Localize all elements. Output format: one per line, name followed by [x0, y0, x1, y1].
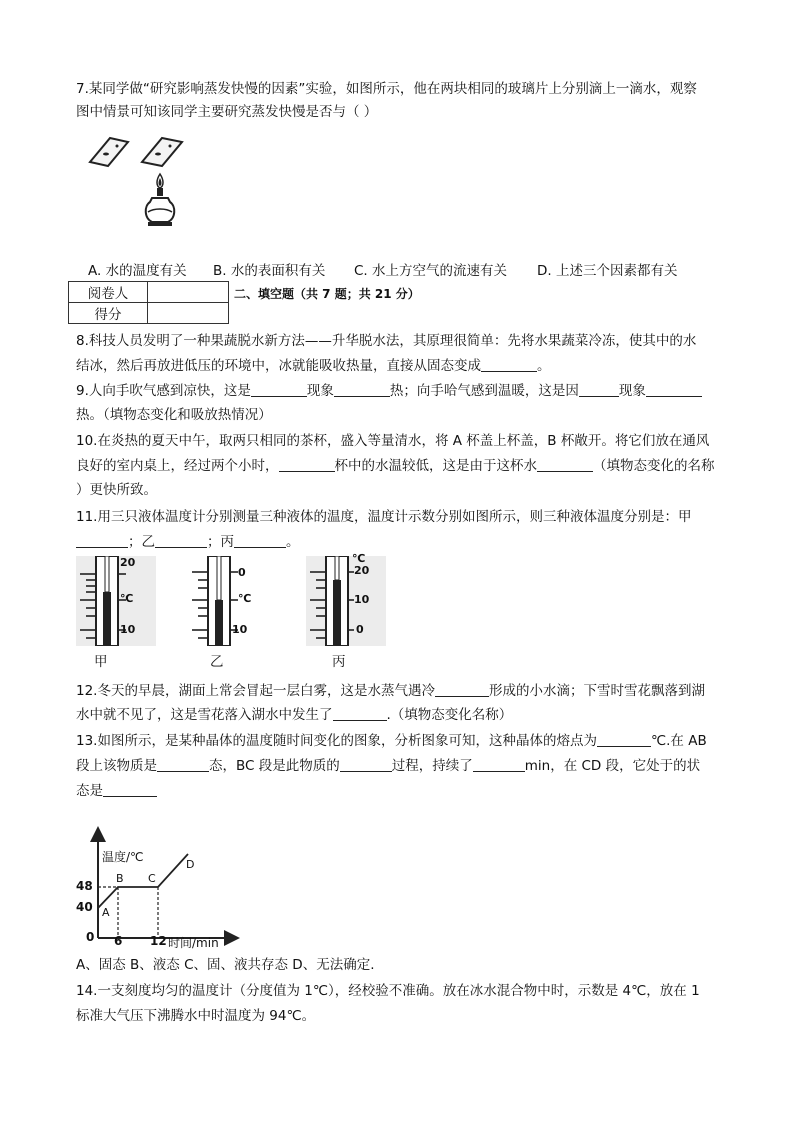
q12-blank-1[interactable] [435, 681, 489, 697]
graph-ylabel: 温度/℃ [102, 850, 144, 864]
section-title: 二、填空题（共 7 题；共 21 分） [234, 287, 420, 301]
thermo-label-yi: 乙 [210, 654, 224, 670]
q9-line1 [76, 380, 726, 402]
q10-line3: ）更快所致。 [76, 482, 157, 498]
graph-point-a: A [102, 906, 110, 919]
score-label: 得分 [69, 303, 148, 324]
q10-blank-2[interactable] [537, 456, 593, 472]
thermometer-yi [188, 556, 268, 646]
q10-line2 [76, 455, 726, 477]
q13-text-c: 段上该物质是 [76, 758, 157, 774]
q13-blank-2[interactable] [157, 756, 209, 772]
graph-point-d: D [186, 858, 195, 871]
grader-label: 阅卷人 [69, 282, 148, 303]
q12-text-b: 形成的小水滴；下雪时雪花飘落到湖 [488, 683, 705, 699]
graph-xtick-6: 6 [114, 934, 123, 948]
q9-text-c: 热；向手哈气感到温暖，这是因 [389, 383, 579, 399]
q13-text-a: 13.如图所示，是某种晶体的温度随时间变化的图象，分析图象可知，这种晶体的熔点为 [76, 733, 597, 749]
q11-sep-1: ；乙 [128, 534, 155, 550]
q12-text-a: 12.冬天的早晨，湖面上常会冒起一层白雾，这是水蒸气遇冷 [76, 683, 435, 699]
graph-origin: 0 [86, 930, 95, 944]
q13-line2 [76, 755, 726, 777]
melting-graph [76, 826, 240, 950]
thermo-jia-top: 20 [120, 556, 136, 569]
thermo-yi-mid: ℃ [238, 592, 252, 605]
q12-blank-2[interactable] [333, 705, 387, 721]
graph-point-c: C [148, 872, 156, 885]
q13-text-g: 态是 [76, 783, 103, 799]
grader-cell[interactable] [148, 282, 229, 303]
q13-blank-4[interactable] [473, 756, 525, 772]
graph-point-b: B [116, 872, 124, 885]
q8-blank[interactable] [481, 356, 537, 372]
q10-line1: 10.在炎热的夏天中午，取两只相同的茶杯，盛入等量清水，将 A 杯盖上杯盖，B 杯敞开。将它们放在通风 [76, 433, 710, 449]
q13-blank-5[interactable] [103, 781, 157, 797]
graph-ytick-40: 40 [76, 900, 93, 914]
q7-line1: 7.某同学做“研究影响蒸发快慢的因素”实验，如图所示，他在两块相同的玻璃片上分别滴上一滴水，观察 [76, 81, 697, 97]
q12-line2 [76, 704, 726, 726]
thermo-bing-unit: ℃ [352, 552, 366, 565]
thermo-label-jia: 甲 [94, 654, 108, 670]
graph-xlabel: 时间/min [168, 936, 219, 950]
q13-blank-3[interactable] [340, 756, 392, 772]
q9-text-b: 现象 [306, 383, 334, 399]
q13-blank-1[interactable] [597, 731, 651, 747]
thermo-yi-bottom: 10 [232, 623, 248, 636]
q13-line3 [76, 780, 726, 802]
q7-option-c[interactable]: C. 水上方空气的流速有关 [354, 263, 508, 279]
q9-blank-3[interactable] [579, 381, 619, 397]
q8-line1: 8.科技人员发明了一种果蔬脱水新方法——升华脱水法，其原理很简单：先将水果蔬菜冷冻，使其中的水 [76, 333, 697, 349]
q13-text-d: 态，BC 段是此物质的 [209, 758, 340, 774]
q9-line2: 热。（填物态变化和吸放热情况） [76, 407, 272, 423]
thermo-jia-mid: ℃ [120, 592, 134, 605]
q10-text-b: 杯中的水温较低，这是由于这杯水 [334, 458, 537, 474]
q11-end: 。 [286, 534, 300, 550]
graph-ytick-48: 48 [76, 879, 93, 893]
q9-blank-1[interactable] [251, 381, 307, 397]
q13-options[interactable]: A、固态 B、液态 C、固、液共存态 D、无法确定. [76, 957, 375, 973]
score-cell[interactable] [148, 303, 229, 324]
thermo-bing-top: 20 [354, 564, 370, 577]
graph-xtick-12: 12 [150, 934, 167, 948]
thermometer-jia [76, 556, 156, 646]
q11-line2 [76, 531, 726, 553]
q12-text-c: 水中就不见了，这是雪花落入湖水中发生了 [76, 707, 333, 723]
q11-sep-2: ；丙 [207, 534, 234, 550]
q14-line1: 14.一支刻度均匀的温度计（分度值为 1℃），经校验不准确。放在冰水混合物中时，示数是 4℃，放在 1 [76, 983, 700, 999]
q8-text: 结冰，然后再放进低压的环境中，冰就能吸收热量，直接从固态变成 [76, 358, 481, 374]
q10-text-c: （填物态变化的名称 [593, 458, 715, 474]
evaporation-figure [84, 134, 194, 234]
q9-blank-2[interactable] [334, 381, 390, 397]
q14-line2: 标准大气压下沸腾水中时温度为 94℃。 [76, 1008, 316, 1024]
q13-text-f: min，在 CD 段，它处于的状 [524, 758, 701, 774]
q11-blank-bing[interactable] [234, 532, 286, 548]
thermometer-bing [306, 552, 386, 646]
q11-blank-jia[interactable] [76, 532, 128, 548]
q13-text-b: ℃.在 AB [650, 733, 707, 749]
q12-text-d: .（填物态变化名称） [386, 707, 513, 723]
q7-option-a[interactable]: A. 水的温度有关 [88, 263, 187, 279]
score-table [68, 281, 229, 324]
thermo-bing-bottom: 0 [356, 623, 364, 636]
thermo-label-bing: 丙 [332, 654, 346, 670]
q8-line2 [76, 355, 726, 377]
q10-text-a: 良好的室内桌上，经过两个小时， [76, 458, 279, 474]
q10-blank-1[interactable] [279, 456, 335, 472]
q13-text-e: 过程，持续了 [391, 758, 473, 774]
q13-line1 [76, 730, 726, 752]
thermo-bing-mid: 10 [354, 593, 370, 606]
q8-end: 。 [537, 358, 551, 374]
q7-option-d[interactable]: D. 上述三个因素都有关 [537, 263, 678, 279]
q11-line1: 11.用三只液体温度计分别测量三种液体的温度，温度计示数分别如图所示，则三种液体温度分别是：甲 [76, 509, 692, 525]
q7-option-b[interactable]: B. 水的表面积有关 [213, 263, 326, 279]
q11-blank-yi[interactable] [155, 532, 207, 548]
q9-blank-4[interactable] [646, 381, 702, 397]
thermo-yi-top: 0 [238, 566, 246, 579]
q7-line2: 图中情景可知该同学主要研究蒸发快慢是否与（ ） [76, 104, 378, 120]
q9-text-a: 9.人向手吹气感到凉快，这是 [76, 383, 251, 399]
q12-line1 [76, 680, 726, 702]
q9-text-d: 现象 [618, 383, 646, 399]
thermo-jia-bottom: 10 [120, 623, 136, 636]
